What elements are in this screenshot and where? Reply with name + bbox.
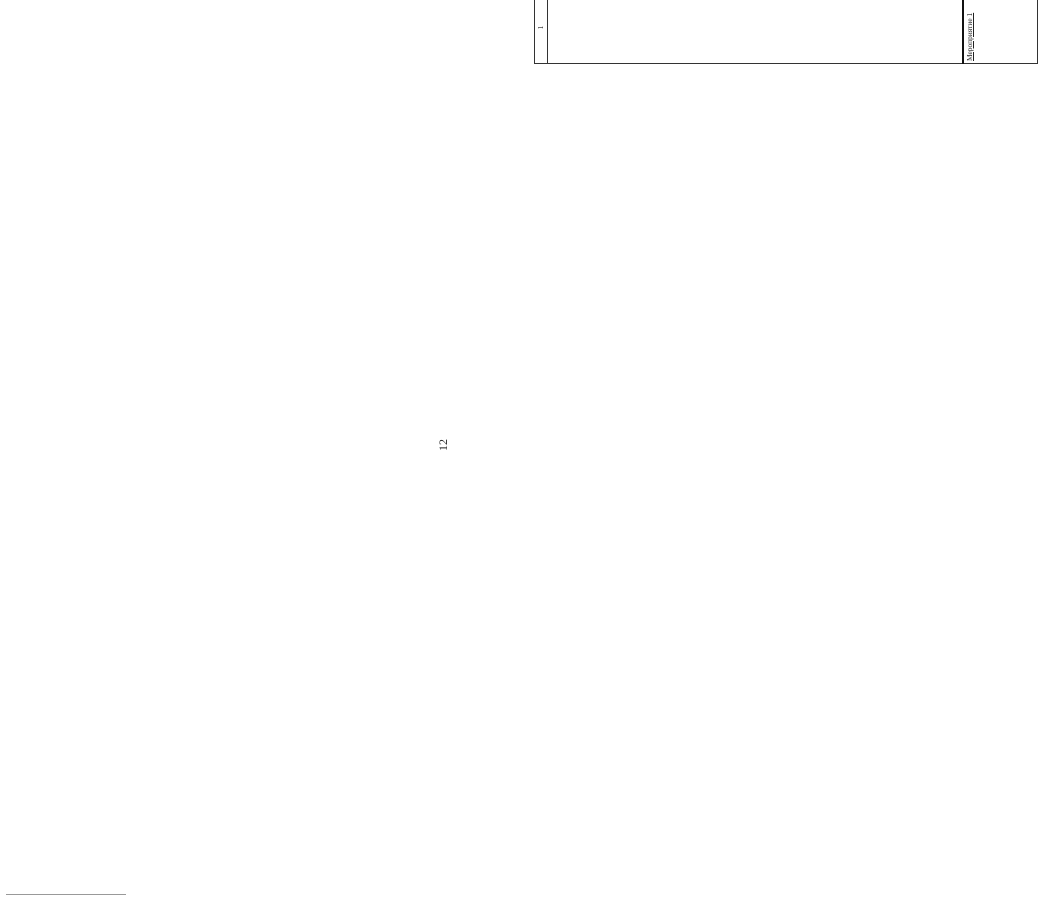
finance-table-container: [534, 0, 1011, 64]
column-number-row: [535, 0, 548, 64]
table-row: [963, 0, 977, 64]
measure-label: Мероприятие 1: [963, 0, 1038, 64]
table-row: [548, 0, 604, 64]
scan-edge-line: [6, 894, 126, 895]
finance-table: [534, 0, 1038, 64]
page-number: 12: [436, 439, 450, 451]
column-number: 1: [535, 0, 548, 64]
empty-cell: [548, 0, 963, 64]
